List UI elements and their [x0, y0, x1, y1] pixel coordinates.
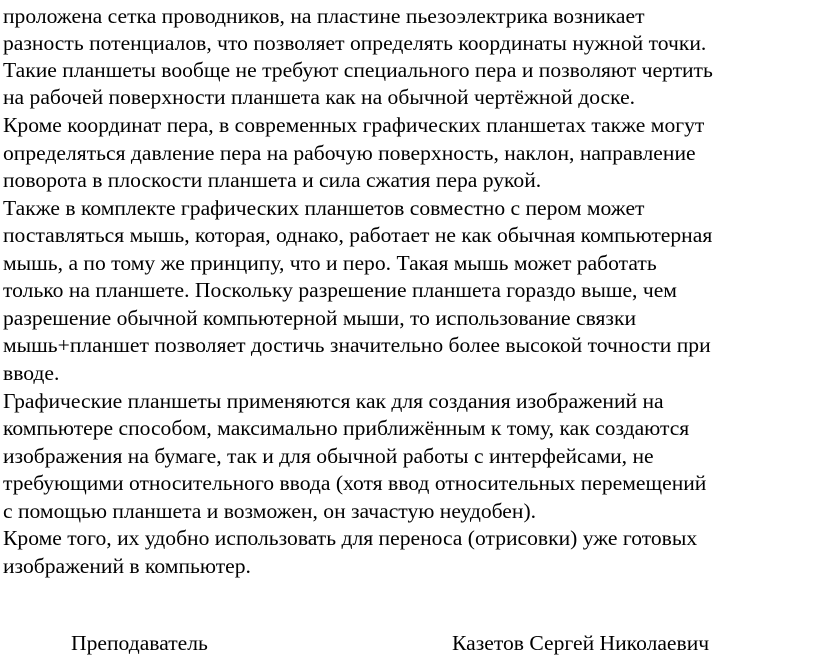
text-line: компьютере способом, максимально приближённым к тому, как создаются	[3, 416, 690, 440]
text-line: поворота в плоскости планшета и сила сжатия пера рукой.	[3, 168, 542, 192]
text-line: Графические планшеты применяются как для создания изображений на	[3, 389, 664, 413]
text-line: мышь+планшет позволяет достичь значительно более высокой точности при	[3, 333, 711, 357]
text-line: Также в комплекте графических планшетов совместно с пером может	[3, 196, 645, 220]
text-line: изображения на бумаге, так и для обычной работы с интерфейсами, не	[3, 444, 654, 468]
text-line: определяться давление пера на рабочую поверхность, наклон, направление	[3, 141, 696, 165]
text-line: поставляться мышь, которая, однако, работает не как обычная компьютерная	[3, 223, 713, 247]
text-line: только на планшете. Поскольку разрешение планшета гораздо выше, чем	[3, 278, 677, 302]
signature-role: Преподаватель	[71, 631, 208, 655]
text-line: на рабочей поверхности планшета как на обычной чертёжной доске.	[3, 85, 636, 109]
text-line: с помощью планшета и возможен, он зачастую неудобен).	[3, 499, 537, 523]
signature-name: Казетов Сергей Николаевич	[452, 631, 710, 655]
text-line: Кроме координат пера, в современных графических планшетах также могут	[3, 113, 705, 137]
text-line: проложена сетка проводников, на пластине пьезоэлектрика возникает	[3, 4, 645, 28]
text-line: мышь, а по тому же принципу, что и перо. Такая мышь может работать	[3, 251, 657, 275]
text-line: разность потенциалов, что позволяет определять координаты нужной точки.	[3, 31, 707, 55]
text-line: разрешение обычной компьютерной мыши, то использование связки	[3, 306, 637, 330]
text-line: изображений в компьютер.	[3, 554, 251, 578]
text-line: требующими относительного ввода (хотя ввод относительных перемещений	[3, 471, 707, 495]
text-line: Кроме того, их удобно использовать для переноса (отрисовки) уже готовых	[3, 526, 698, 550]
text-line: вводе.	[3, 361, 60, 385]
text-line: Такие планшеты вообще не требуют специального пера и позволяют чертить	[3, 58, 713, 82]
